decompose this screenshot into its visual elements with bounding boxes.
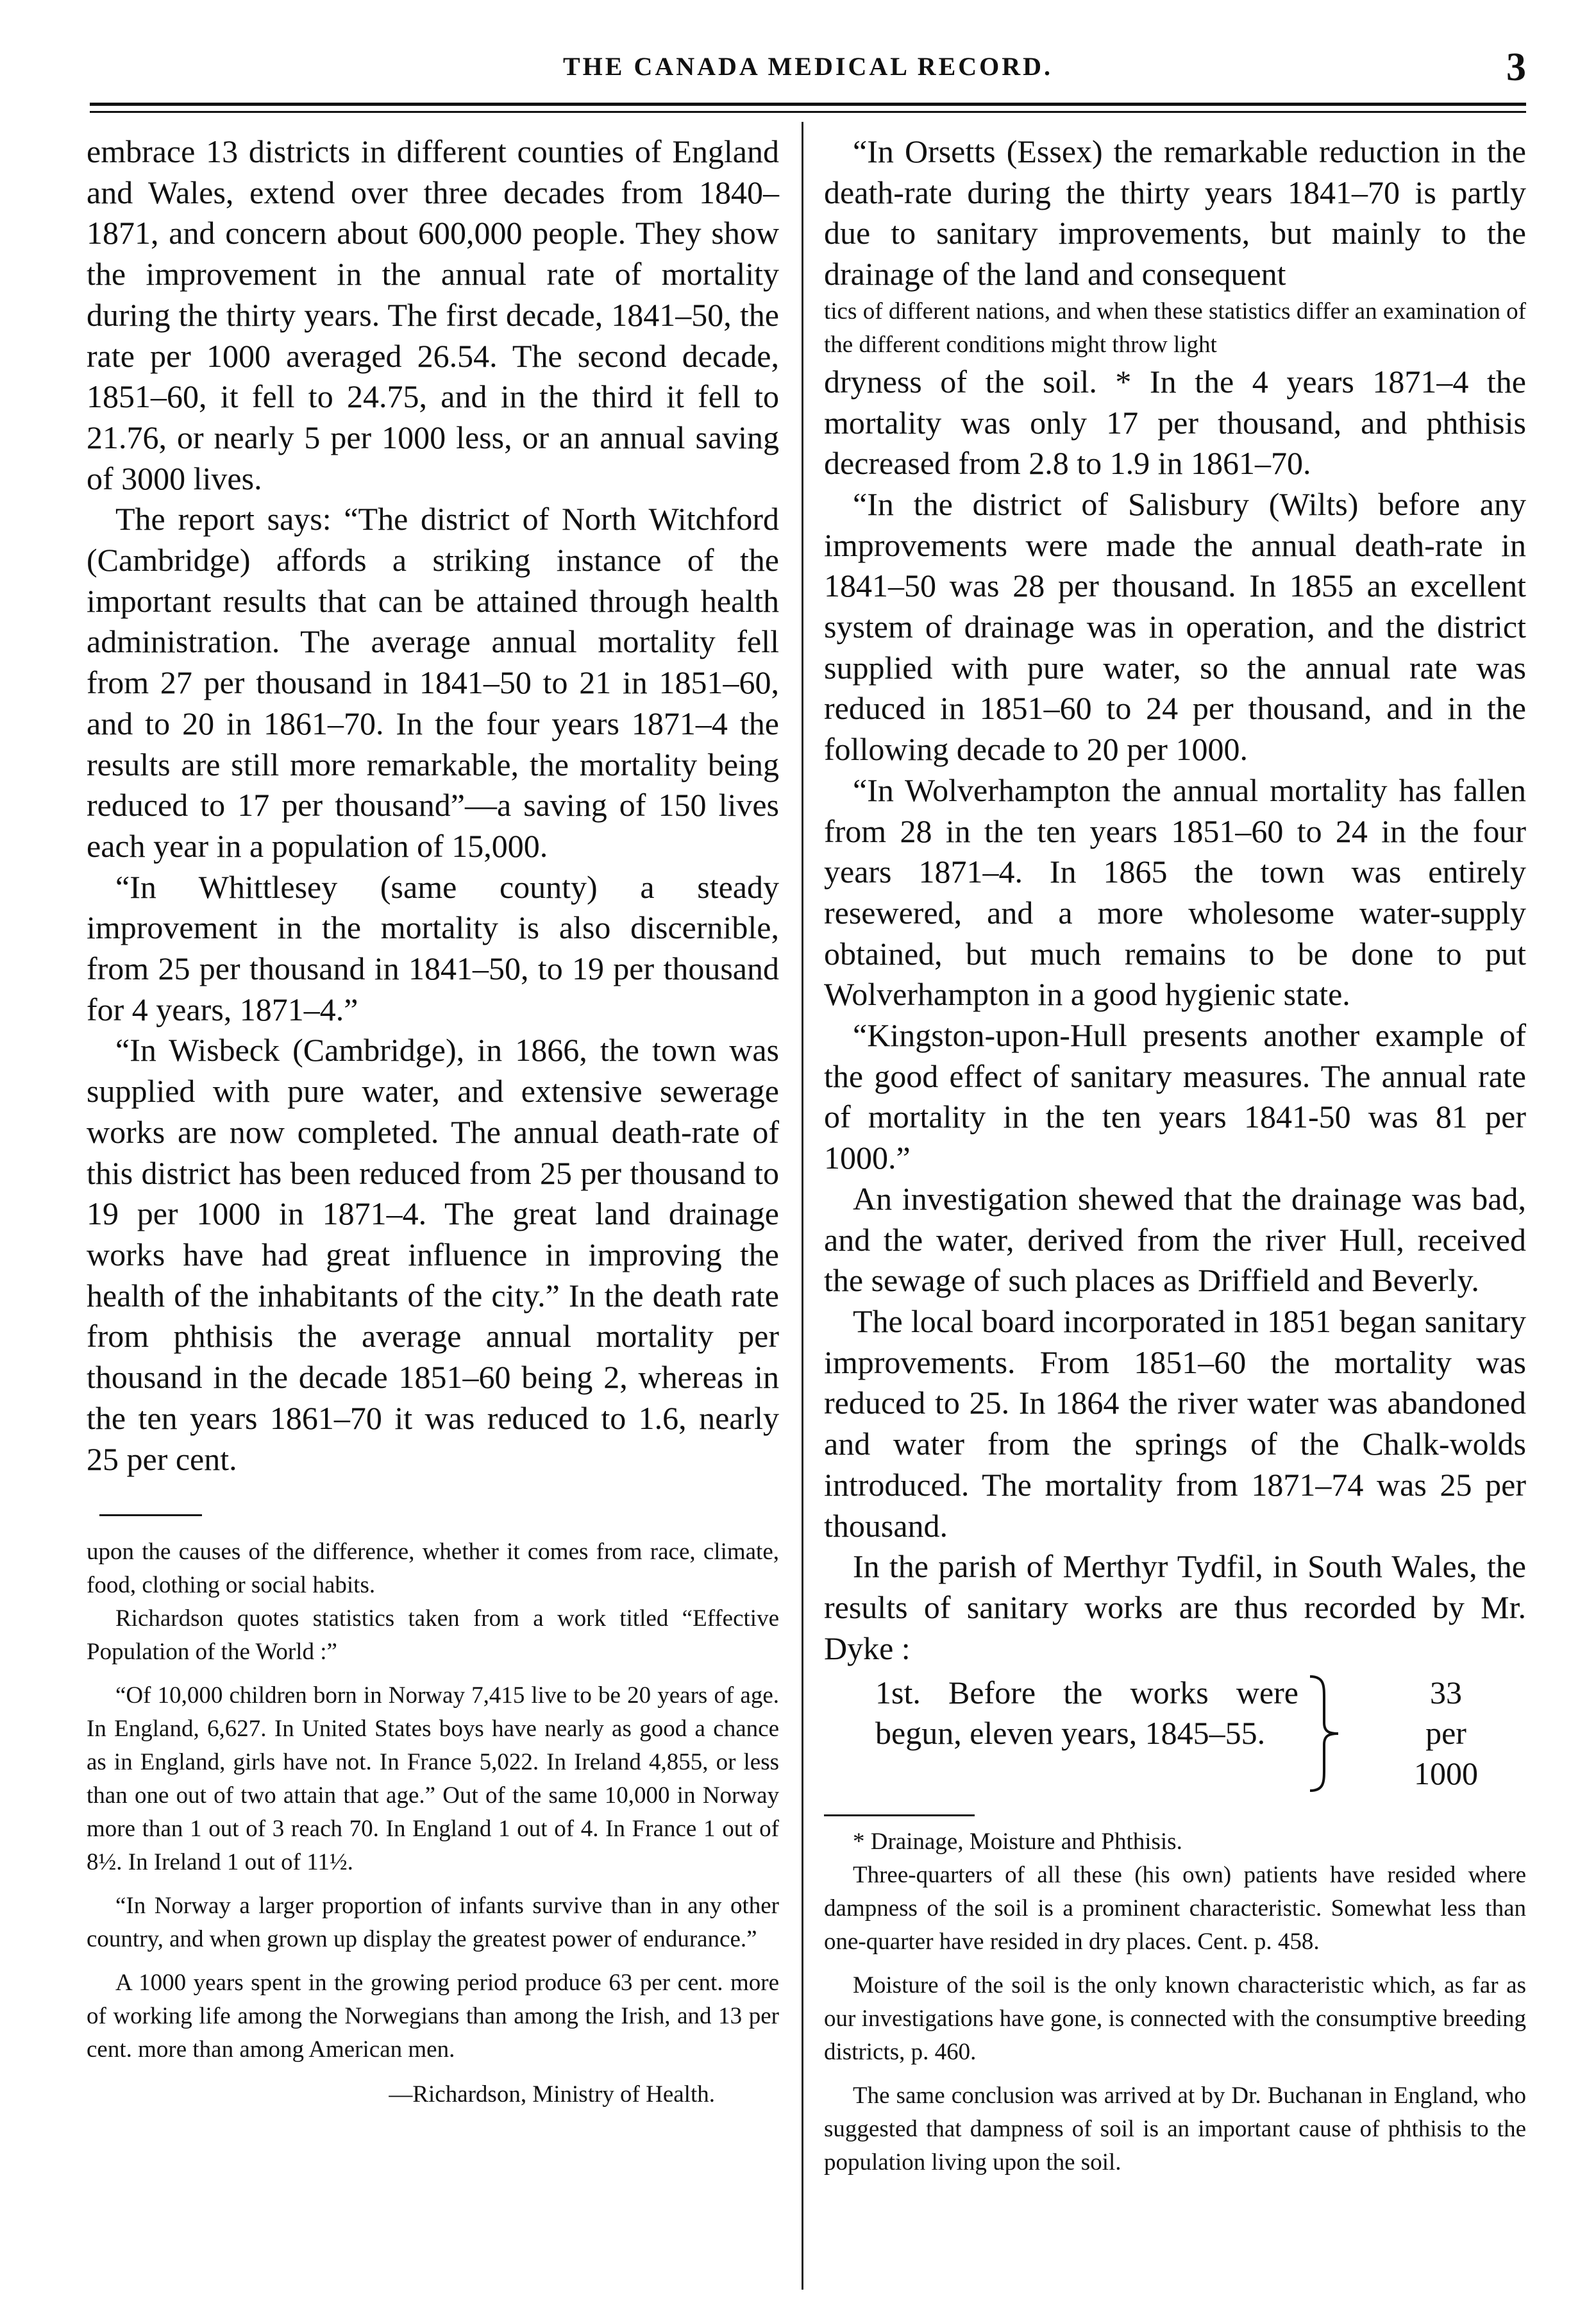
right-paragraph-merthyr: In the parish of Merthyr Tydfil, in South Wales, the results of sanitary works are thus recorded by Mr. Dyke : — [824, 1548, 1526, 1666]
footnote-norway-statistics: “Of 10,000 children born in Norway 7,415 live to be 20 years of age. In England, 6,627. In United States boys have nearly as good a chance as in England, girls have not. In France 5,022. In Ireland 4,855, or less than one out of two attain that age.” Out of the same 10,000 in Norway more than 1 out of 3 reach 70. In England 1 out of 4. In France 1 out of 8½. In Ireland 1 out of 11½. — [87, 1682, 779, 1876]
page-number: 3 — [1506, 46, 1526, 89]
footnote-continued: upon the causes of the difference, whether it comes from race, climate, food, clothing or social habits. — [87, 1539, 779, 1599]
left-paragraph-1: embrace 13 districts in different counties of England and Wales, extend over three decades from 1840–1871, and concern about 600,000 people. They show the improvement in the annual rate of mortality during the thirty years. The first decade, 1841–50, the rate per 1000 averaged 26.54. The second decade, 1851–60, it fell to 24.75, and in the third it fell to 21.76, or nearly 5 per 1000 less, or an annual saving of 3000 lives. — [87, 133, 779, 496]
footnote-rule-right — [824, 1814, 975, 1816]
left-paragraph-4: “In Wisbeck (Cambridge), in 1866, the town was supplied with pure water, and extensive sewerage works are now completed. The annual death-rate of this district has been reduced from 25 per thousand to 19 per 1000 in 1871–4. The great land drainage works have had great influence in improving the health of the inhabitants of the city.” In the death rate from phthisis the average annual mortality per thousand in the decade 1851–60 being 2, whereas in the ten years 1861–70 it was reduced to 1.6, nearly 25 per cent. — [87, 1032, 779, 1477]
right-paragraph-local-board: The local board incorporated in 1851 began sanitary improvements. From 1851–60 the mortality was reduced to 25. In 1864 the river water was abandoned and water from the springs of the Chalk-wolds introduced. The mortality from 1871–74 was 25 per thousand. — [824, 1303, 1526, 1544]
footnote-drainage-title: * Drainage, Moisture and Phthisis. — [853, 1829, 1182, 1855]
right-column — [824, 131, 1526, 2179]
table-value-number: 33 — [1430, 1675, 1462, 1711]
table-value-per: per — [1425, 1715, 1466, 1752]
merthyr-table — [824, 1673, 1526, 1798]
right-paragraph-investigation: An investigation shewed that the drainage was bad, and the water, derived from the river Hull, received the sewage of such places as Driffield and Beverly. — [824, 1180, 1526, 1299]
right-paragraph-orsetts: “In Orsetts (Essex) the remarkable reduction in the death-rate during the thirty years 1841–70 is partly due to sanitary improvements, but mainly to the drainage of the land and consequent — [824, 133, 1526, 292]
page-header — [90, 45, 1526, 96]
footnote-buchanan: The same conclusion was arrived at by Dr. Buchanan in England, who suggested that dampness of soil is an important cause of phthisis to the population living upon the soil. — [824, 2082, 1526, 2176]
right-paragraph-wolverhampton: “In Wolverhampton the annual mortality has fallen from 28 in the ten years 1851–60 to 24 in the four years 1871–4. In 1865 the town was entirely resewered, and a more wholesome water-supply obtained, but much remains to be done to put Wolverhampton in a good hygienic state. — [824, 772, 1526, 1013]
header-rule-thin — [90, 111, 1526, 113]
footnote-rule — [99, 1514, 202, 1516]
left-paragraph-2: The report says: “The district of North Witchford (Cambridge) affords a striking instance of the important results that can be attained through health administration. The average annual mortality fell from 27 per thousand in 1841–50 to 21 in 1851–60, and to 20 in 1861–70. In the four years 1871–4 the results are still more remarkable, the mortality being reduced to 17 per thousand”—a saving of 150 lives each year in a population of 15,000. — [87, 501, 779, 864]
footnote-three-quarters: Three-quarters of all these (his own) patients have resided where dampness of the soil is a prominent characteristic. Somewhat less than one-quarter have resided in dry places. Cent. p. 458. — [824, 1862, 1526, 1956]
header-rule-thick — [90, 103, 1526, 106]
running-head: THE CANADA MEDICAL RECORD. — [562, 52, 1054, 81]
footnote-working-life: A 1000 years spent in the growing period produce 63 per cent. more of working life among the Norwegians than among the Irish, and 13 per cent. more than among American men. — [87, 1970, 779, 2063]
footnote-moisture: Moisture of the soil is the only known characteristic which, as far as our investigations have gone, is connected with the consumptive breeding districts, p. 460. — [824, 1972, 1526, 2066]
inset-footnote-line: tics of different nations, and when these statistics differ an examination of the different conditions might throw light — [824, 298, 1526, 358]
right-paragraph-salisbury: “In the district of Salisbury (Wilts) before any improvements were made the annual death-rate in 1841–50 was 28 per thousand. In 1855 an excellent system of drainage was in operation, and the district supplied with pure water, so the annual rate was reduced in 1851–60 to 24 per thousand, and in the following decade to 20 per 1000. — [824, 486, 1526, 768]
right-paragraph-orsetts-cont: dryness of the soil. * In the 4 years 1871–4 the mortality was only 17 per thousand, and phthisis decreased from 2.8 to 1.9 in 1861–70. — [824, 363, 1526, 482]
footnote-norway-infants: “In Norway a larger proportion of infants survive than in any other country, and when grown up display the greatest power of endurance.” — [87, 1893, 779, 1953]
left-column — [87, 131, 779, 2111]
right-brace-icon — [1305, 1673, 1343, 1795]
table-row-value — [1382, 1673, 1510, 1794]
right-paragraph-hull: “Kingston-upon-Hull presents another example of the good effect of sanitary measures. The annual rate of mortality in the ten years 1841-50 was 81 per 1000.” — [824, 1017, 1526, 1176]
column-divider — [802, 122, 803, 2290]
left-paragraph-3: “In Whittlesey (same county) a steady improvement in the mortality is also discernible, from 25 per thousand in 1841–50, to 19 per thousand for 4 years, 1871–4.” — [87, 868, 779, 1027]
footnote-signature: —Richardson, Ministry of Health. — [389, 2081, 715, 2108]
table-row-label: 1st. Before the works were begun, eleven years, 1845–55. — [875, 1675, 1298, 1752]
footnote-richardson-intro: Richardson quotes statistics taken from a work titled “Effective Population of the World :” — [87, 1605, 779, 1666]
table-value-unit: 1000 — [1414, 1755, 1478, 1792]
